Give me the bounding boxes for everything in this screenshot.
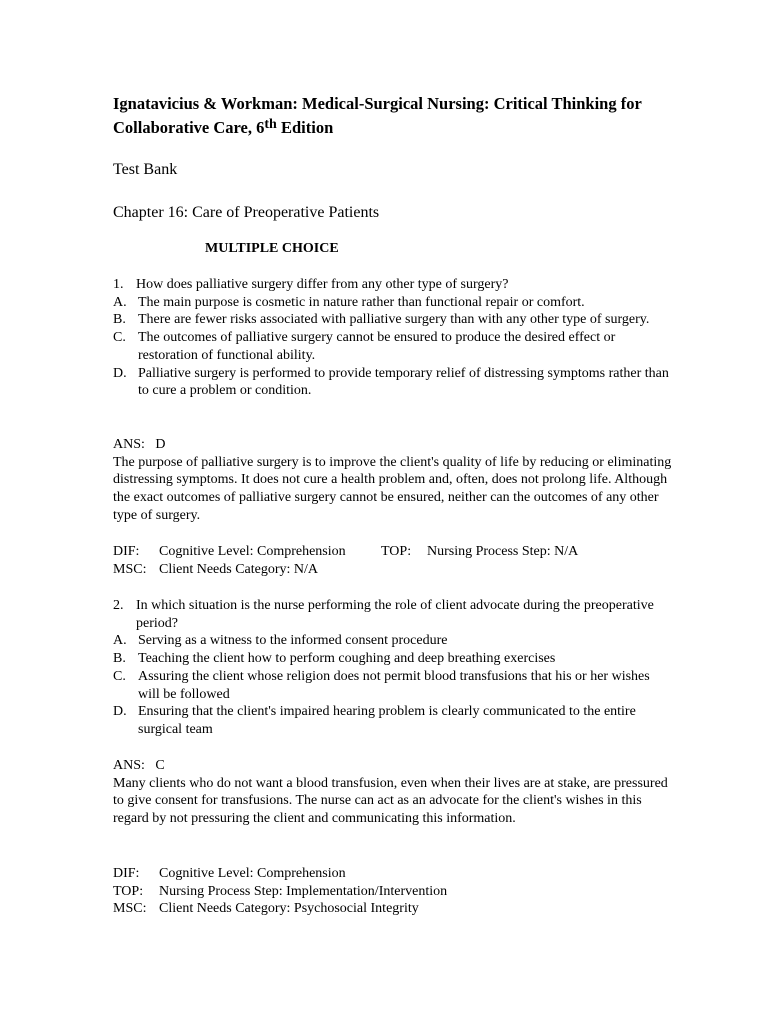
test-bank-label: Test Bank — [113, 161, 178, 178]
answer-1 — [113, 436, 673, 525]
option-text: Serving as a witness to the informed consent procedure — [138, 633, 448, 649]
answer-line — [113, 436, 673, 454]
meta-row-dif-top — [113, 543, 673, 561]
top-value: Nursing Process Step: Implementation/Intervention — [159, 883, 448, 899]
question-number: 2. — [113, 598, 124, 613]
answer-label: ANS: — [113, 437, 145, 452]
top-label: TOP: — [113, 883, 144, 899]
option-c — [113, 329, 673, 364]
option-text: Palliative surgery is performed to provide temporary relief of distressing symptoms rather than to cure a problem or condition. — [138, 365, 669, 399]
option-text: Assuring the client whose religion does not permit blood transfusions that his or her wishes will be followed — [138, 668, 650, 702]
option-d — [113, 703, 673, 738]
question-number: 1. — [113, 277, 124, 292]
option-text: Teaching the client how to perform coughing and deep breathing exercises — [138, 651, 556, 667]
option-letter: C. — [113, 330, 126, 346]
option-letter: D. — [113, 704, 127, 720]
meta-row-dif — [113, 865, 673, 883]
rationale-text: Many clients who do not want a blood transfusion, even when their lives are at stake, are pressured to give consent for transfusions. The nurse can act as an advocate for the client's wishes in this regard by not pressuring the client and communicating this information. — [113, 775, 668, 827]
option-letter: D. — [113, 365, 127, 381]
option-letter: B. — [113, 312, 126, 328]
book-title-end: Edition — [276, 118, 334, 137]
option-c — [113, 668, 673, 703]
option-text: Ensuring that the client's impaired hearing problem is clearly communicated to the entire surgical team — [138, 704, 636, 737]
msc-label: MSC: — [113, 561, 147, 577]
msc-value: Client Needs Category: Psychosocial Integrity — [159, 901, 419, 917]
top-label: TOP: — [381, 544, 412, 559]
dif-label: DIF: — [113, 544, 140, 559]
option-letter: B. — [113, 651, 126, 667]
book-title — [113, 92, 673, 142]
question-stem — [113, 276, 673, 294]
top-value: Nursing Process Step: N/A — [427, 544, 579, 559]
option-b — [113, 311, 673, 329]
rationale-text: The purpose of palliative surgery is to improve the client's quality of life by reducing or eliminating distressing symptoms. It does not cure a health problem and, often, does not prolong life. Although the exact outcomes of palliative surgery cannot be ensured, neither can the outcomes of any other type of surgery. — [113, 454, 672, 523]
question-text: How does palliative surgery differ from any other type of surgery? — [136, 277, 509, 292]
chapter-title: Chapter 16: Care of Preoperative Patients — [113, 204, 380, 221]
question-2 — [113, 597, 673, 739]
option-letter: C. — [113, 668, 126, 684]
dif-label: DIF: — [113, 866, 140, 881]
question-text: In which situation is the nurse performing the role of client advocate during the preoperative period? — [136, 598, 654, 631]
option-a — [113, 632, 673, 650]
answer-label: ANS: — [113, 758, 145, 773]
meta-2 — [113, 865, 673, 918]
dif-value: Cognitive Level: Comprehension — [159, 544, 346, 559]
question-1 — [113, 276, 673, 400]
meta-row-msc — [113, 561, 673, 579]
book-title-text: Ignatavicius & Workman: Medical-Surgical Nursing: Critical Thinking for Collaborative Care, 6 — [113, 94, 642, 137]
option-letter: A. — [113, 633, 127, 649]
option-text: The main purpose is cosmetic in nature rather than functional repair or comfort. — [138, 294, 585, 310]
option-a — [113, 294, 673, 312]
meta-row-msc — [113, 900, 673, 918]
section-heading: MULTIPLE CHOICE — [205, 241, 339, 256]
question-stem — [113, 597, 673, 632]
dif-value: Cognitive Level: Comprehension — [159, 866, 346, 881]
meta-row-top — [113, 883, 673, 901]
answer-value: D — [155, 437, 166, 452]
answer-value: C — [155, 758, 165, 773]
msc-value: Client Needs Category: N/A — [159, 561, 319, 577]
answer-line — [113, 757, 673, 775]
option-d — [113, 365, 673, 400]
option-text: The outcomes of palliative surgery cannot be ensured to produce the desired effect or restoration of functional ability. — [138, 330, 616, 363]
option-text: There are fewer risks associated with palliative surgery than with any other type of surgery. — [138, 312, 650, 328]
option-letter: A. — [113, 294, 127, 310]
answer-2 — [113, 757, 673, 828]
option-b — [113, 650, 673, 668]
edition-superscript: th — [264, 117, 277, 132]
meta-1 — [113, 543, 673, 578]
msc-label: MSC: — [113, 901, 147, 917]
